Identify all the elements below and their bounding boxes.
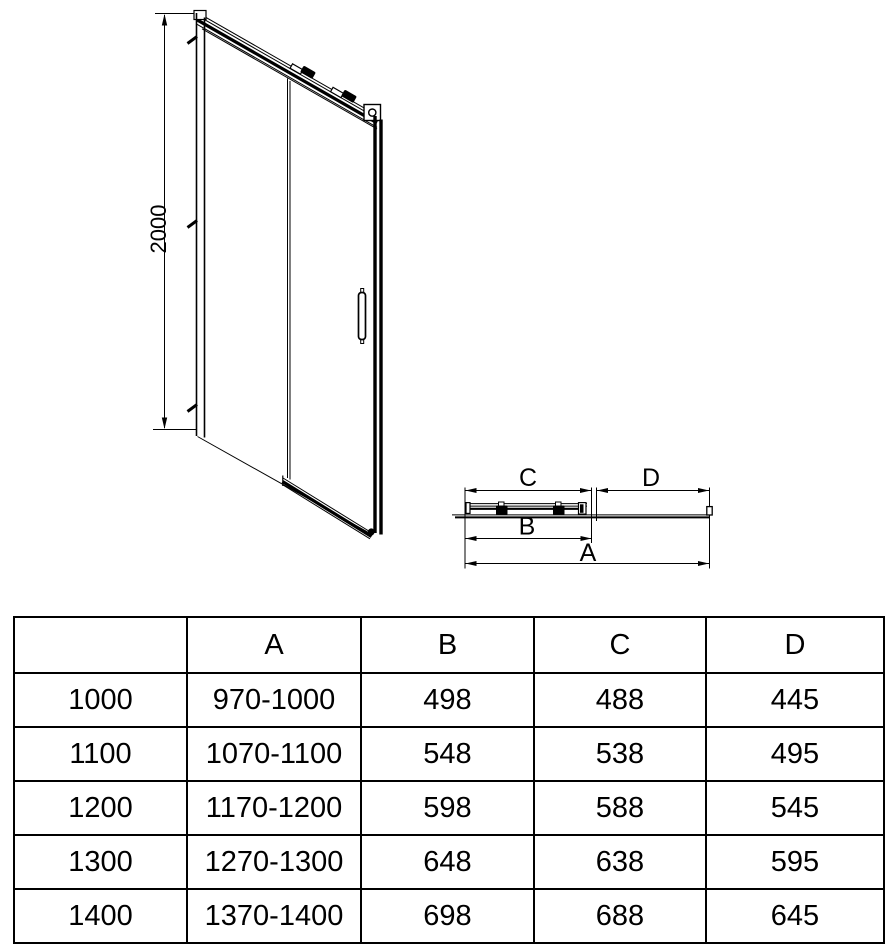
wall-bracket-middle: [188, 221, 198, 228]
table-cell: 645: [706, 889, 884, 943]
plan-end-cap: [707, 507, 712, 515]
table-header-size: [14, 617, 187, 673]
table-cell: 698: [361, 889, 534, 943]
plan-roller-right: [553, 506, 565, 516]
bottom-rail-end-cap: [368, 528, 375, 535]
table-cell: 488: [534, 673, 706, 727]
table-cell: 638: [534, 835, 706, 889]
rail-end-cap: [364, 105, 381, 121]
table-cell: 648: [361, 835, 534, 889]
table-cell-size: 1000: [14, 673, 187, 727]
table-cell: 1070-1100: [187, 727, 361, 781]
size-table: [13, 616, 885, 944]
table-header-a: A: [187, 617, 361, 673]
panel-divider-edge: [288, 79, 291, 480]
table-cell: 598: [361, 781, 534, 835]
table-header-row: [14, 617, 884, 673]
table-row: [14, 835, 884, 889]
table-cell: 588: [534, 781, 706, 835]
table-cell: 1370-1400: [187, 889, 361, 943]
dimension-d: [597, 464, 710, 493]
height-dimension-label: 2000: [146, 204, 171, 254]
table-cell: 545: [706, 781, 884, 835]
dimension-c-label: C: [518, 464, 538, 492]
table-cell-size: 1100: [14, 727, 187, 781]
plan-view: [452, 464, 712, 569]
table-header-c: C: [534, 617, 706, 673]
table-cell-size: 1300: [14, 835, 187, 889]
bottom-rail: [198, 437, 375, 539]
table-cell: 538: [534, 727, 706, 781]
dimension-b-label: B: [518, 512, 536, 541]
dimension-a-label: A: [579, 539, 597, 567]
plan-roller-left: [496, 506, 508, 516]
wall-bracket-top: [188, 37, 198, 44]
table-cell: 595: [706, 835, 884, 889]
table-cell: 495: [706, 727, 884, 781]
table-header-b: B: [361, 617, 534, 673]
front-view: [146, 11, 381, 539]
table-row: [14, 889, 884, 943]
height-dimension: [146, 14, 200, 430]
dimension-d-label: D: [641, 464, 661, 492]
table-cell: 970-1000: [187, 673, 361, 727]
table-header-d: D: [706, 617, 884, 673]
right-stile: [375, 116, 381, 535]
roller-right: [331, 87, 357, 103]
table-cell: 1170-1200: [187, 781, 361, 835]
table-cell: 688: [534, 889, 706, 943]
dimension-c: [465, 464, 592, 493]
table-cell-size: 1200: [14, 781, 187, 835]
table-row: [14, 673, 884, 727]
wall-bracket-bottom: [188, 405, 198, 412]
dimension-a: [465, 539, 710, 567]
left-wall-profile: [188, 11, 207, 438]
table-cell-size: 1400: [14, 889, 187, 943]
table-row: [14, 727, 884, 781]
door-handle: [359, 289, 366, 344]
table-cell: 1270-1300: [187, 835, 361, 889]
table-cell: 548: [361, 727, 534, 781]
table-cell: 445: [706, 673, 884, 727]
table-row: [14, 781, 884, 835]
table-cell: 498: [361, 673, 534, 727]
